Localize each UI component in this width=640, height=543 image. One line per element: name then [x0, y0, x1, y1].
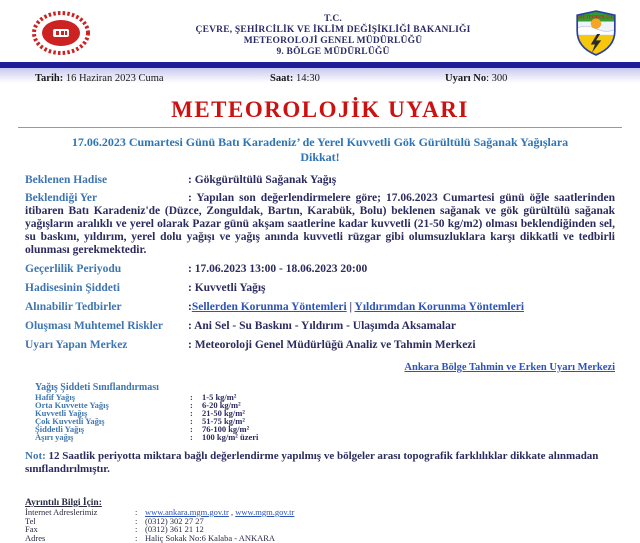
- link-separator: |: [346, 301, 355, 313]
- warning-no-value: : 300: [486, 72, 508, 84]
- field-value: Kuvvetli Yağış: [191, 282, 266, 294]
- field-label: Oluşması Muhtemel Riskler: [25, 320, 163, 332]
- note-text: 12 Saatlik periyotta miktara bağlı değerlendirme yapılmış ve bölgeler arası topografik farklılıklar dikkate alınmadan sınıflandırılmıştır.: [25, 450, 599, 475]
- directorate-line: METEOROLOJİ GENEL MÜDÜRLÜĞÜ: [243, 36, 423, 46]
- colon: :: [188, 174, 192, 186]
- note-paragraph: [25, 450, 615, 476]
- colon: :: [135, 507, 138, 517]
- meteorology-shield-icon: [574, 10, 618, 56]
- classification-row: [35, 433, 640, 441]
- colon: :: [135, 524, 138, 534]
- colon: :: [190, 392, 193, 402]
- colon: :: [188, 263, 192, 275]
- page-title: METEOROLOJİK UYARI: [171, 97, 469, 122]
- ankara-region-center-link[interactable]: Ankara Bölge Tahmin ve Erken Uyarı Merkezi: [404, 362, 615, 373]
- colon: :: [190, 416, 193, 426]
- contact-row-fax: [25, 525, 640, 534]
- class-label: Kuvvetli Yağış: [35, 408, 88, 418]
- region-line: 9. BÖLGE MÜDÜRLÜĞÜ: [276, 47, 390, 57]
- meteorology-logo-text: METEOROLOJİ: [577, 15, 615, 21]
- class-value: 51-75 kg/m²: [202, 416, 245, 426]
- title-rule: [18, 127, 622, 128]
- warning-subtitle: 17.06.2023 Cumartesi Günü Batı Karadeniz’ de Yerel Kuvvetli Gök Gürültülü Sağanak Yağışlara Dikkat!: [71, 135, 569, 164]
- field-event-severity: [25, 281, 615, 295]
- colon: :: [188, 320, 192, 332]
- contact-value: Haliç Sokak No:6 Kalaba - ANKARA: [145, 532, 276, 543]
- classification-row: [35, 417, 640, 425]
- classification-row: [35, 425, 640, 433]
- class-value: 21-50 kg/m²: [202, 408, 245, 418]
- colon: :: [188, 282, 192, 294]
- colon: :: [190, 408, 193, 418]
- field-expected-location: [25, 192, 615, 257]
- classification-row: [35, 409, 640, 417]
- field-label: Geçerlilik Periyodu: [25, 263, 122, 275]
- class-label: Çok Kuvvetli Yağış: [35, 416, 105, 426]
- classification-row: [35, 401, 640, 409]
- colon: :: [135, 532, 138, 543]
- flood-protection-link[interactable]: Sellerden Korunma Yöntemleri: [191, 301, 347, 313]
- class-label: Hafif Yağış: [35, 392, 76, 402]
- contact-row-address: [25, 534, 640, 543]
- contact-label: İnternet Adreslerimiz: [25, 507, 98, 517]
- field-possible-risks: [25, 319, 615, 333]
- class-label: Aşırı yağış: [35, 432, 74, 442]
- field-value: Ani Sel - Su Baskını - Yıldırım - Ulaşımda Aksamalar: [191, 320, 456, 332]
- class-value: 6-20 kg/m²: [202, 400, 241, 410]
- time-label: Saat:: [270, 72, 294, 84]
- field-validity-period: [25, 262, 615, 276]
- field-label: Uyarı Yapan Merkez: [25, 339, 128, 351]
- contact-label: Tel: [25, 515, 36, 526]
- date-label: Tarih:: [35, 72, 64, 84]
- warning-no-field: [445, 73, 507, 84]
- contact-row-internet: [25, 508, 640, 517]
- ministry-title-block: [92, 10, 574, 58]
- warning-fields: [25, 173, 615, 352]
- field-precautions: [25, 300, 615, 314]
- class-value: 100 kg/m² üzeri: [202, 432, 259, 442]
- link-separator: ,: [228, 507, 236, 517]
- class-value: 76-100 kg/m²: [202, 424, 250, 434]
- field-label: Beklenen Hadise: [25, 174, 108, 186]
- document-header: [0, 0, 640, 60]
- classification-row: [35, 393, 640, 401]
- lightning-protection-link[interactable]: Yıldırımdan Korunma Yöntemleri: [354, 301, 525, 313]
- class-label: Şiddetli Yağış: [35, 424, 85, 434]
- colon: :: [190, 424, 193, 434]
- note-label: Not:: [25, 450, 46, 462]
- info-bar: [0, 68, 640, 88]
- date-value: 16 Haziran 2023 Cuma: [63, 72, 164, 84]
- contact-label: Adres: [25, 532, 46, 543]
- field-value: Gökgürültülü Sağanak Yağış: [191, 174, 337, 186]
- republic-line: T.C.: [323, 14, 343, 24]
- contact-heading: Ayrıntılı Bilgi İçin:: [25, 498, 102, 508]
- field-issuing-center: [25, 338, 615, 352]
- region-link-row: [0, 362, 615, 373]
- contact-value: (0312) 361 21 12: [145, 524, 204, 534]
- field-value: Meteoroloji Genel Müdürlüğü Analiz ve Tahmin Merkezi: [191, 339, 476, 351]
- date-field: [35, 73, 270, 84]
- class-label: Orta Kuvvette Yağış: [35, 400, 109, 410]
- ankara-mgm-link[interactable]: www.ankara.mgm.gov.tr: [145, 507, 229, 517]
- field-label: Beklendiği Yer: [25, 192, 98, 204]
- contact-row-tel: [25, 517, 640, 526]
- class-value: 1-5 kg/m²: [202, 392, 237, 402]
- colon: :: [188, 339, 192, 351]
- rain-intensity-classification: [35, 383, 640, 441]
- field-expected-event: [25, 173, 615, 187]
- contact-value: (0312) 302 27 27: [145, 515, 204, 526]
- colon: :: [135, 515, 138, 526]
- mgm-link[interactable]: www.mgm.gov.tr: [235, 507, 295, 517]
- field-value: Yapılan son değerlendirmelere göre; 17.06.2023 Cumartesi günü öğle saatlerinden itibaren Batı Karadeniz'de (Düzce, Zonguldak, Bartın, Karabük, Bolu) beklenen sağanak ve gök gürültülü sağanak yağışların aralıklı ve yerel olarak Pazar günü akşam saatlerine kadar kuvvetli (21-50 kg/m2) olması beklendiğinden sel, su baskını, yıldırım, yerel dolu yağışı ve yağış anında kuvvetli rüzgar gibi olumsuzluklara karşı dikkatli ve tedbirli olunması gerekmektedir.: [25, 192, 615, 256]
- ministry-emblem-icon: [30, 10, 92, 56]
- ministry-line: ÇEVRE, ŞEHİRCİLİK VE İKLİM DEĞİŞİKLİĞİ BAKANLIĞI: [195, 25, 471, 35]
- contact-block: [25, 498, 640, 542]
- field-label: Alınabilir Tedbirler: [25, 301, 122, 313]
- colon: :: [188, 192, 192, 204]
- time-value: 14:30: [293, 72, 320, 84]
- contact-label: Fax: [25, 524, 38, 534]
- warning-no-label: Uyarı No: [445, 72, 487, 84]
- colon: :: [188, 301, 192, 313]
- field-value: 17.06.2023 13:00 - 18.06.2023 20:00: [191, 263, 368, 275]
- field-label: Hadisesinin Şiddeti: [25, 282, 120, 294]
- time-field: [270, 73, 445, 84]
- colon: :: [190, 432, 193, 442]
- classification-heading: Yağış Şiddeti Sınıflandırması: [35, 382, 159, 393]
- colon: :: [190, 400, 193, 410]
